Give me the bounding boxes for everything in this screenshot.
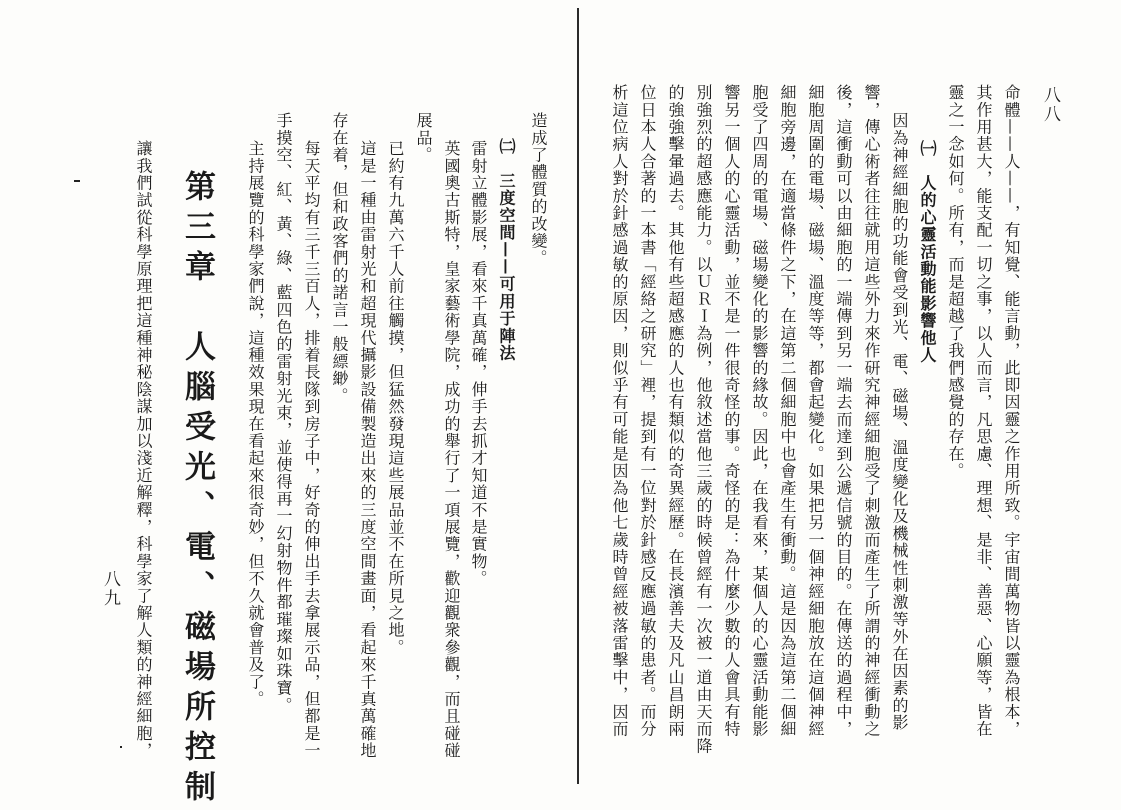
text-column: 析這位病人對於針感過敏的原因，則似乎有可能是因為他七歲時曾經被落雷擊中，因而 (610, 84, 629, 738)
text-column: 響，傳心術者往往就用這些外力來作研究神經細胞受了刺激而產生了所謂的神經衝動之 (862, 84, 881, 738)
right-page (580, 0, 1121, 792)
text-column: 這是一種由雷射光和超現代攝影設備製造出來的三度空間畫面，看起來千真萬確地 (358, 140, 377, 760)
text-column: 其作用甚大，能支配一切之事，以人而言，凡思慮、理想、是非、善惡、心願等，皆在 (974, 84, 993, 738)
text-column: 每天平均有三千三百人，排着長隊到房子中，好奇的伸出手去拿展示品，但都是一 (302, 140, 321, 760)
scan-mark (120, 746, 122, 748)
text-column: 因為神經細胞的功能會受到光、電、磁場、溫度變化及機械性刺激等外在因素的影 (890, 112, 909, 732)
text-column: 位日本人合著的一本書「經絡之研究」裡，提到有一位對於針感反應過敏的患者。而分 (638, 84, 657, 738)
text-column: 已約有九萬六千人前往觸摸，但猛然發現這些展品並不在所見之地。 (386, 140, 405, 656)
text-column: 造成了體質的改變。 (529, 112, 548, 267)
chapter-title: 第三章 人腦受光、電、磁場所控制 (179, 170, 215, 810)
text-column: 存在着，但和政客們的諾言一般縹緲。 (330, 112, 349, 405)
text-column: 主持展覽的科學家們說，這種效果現在看起來很奇妙，但不久就會普及了。 (246, 140, 265, 708)
text-column: 胞受了四周的電場、磁場變化的影響的緣故。因此，在我看來，某個人的心靈活動能影 (750, 84, 769, 738)
text-column: 英國奧古斯特，皇家藝術學院，成功的舉行了一項展覽，歡迎觀衆參觀，而且碰碰 (442, 140, 461, 760)
text-column: 靈之一念如何。所有，而是超越了我們感覺的存在。 (946, 84, 965, 480)
text-column: 手摸空、紅、黃、綠、藍四色的雷射光束，並使得再一幻射物件都璀璨如珠寶。 (274, 112, 293, 714)
page-number: 八九 (100, 570, 120, 608)
section-heading: ㈠ 人的心靈活動能影響他人 (918, 140, 937, 364)
book-gutter (577, 8, 579, 784)
page-number: 八八 (1040, 86, 1060, 124)
text-column: 細胞周圍的電場、磁場、溫度等等，都會起變化。如果把另一個神經細胞放在這個神經 (806, 84, 825, 738)
text-column: 雷射立體影展，看來千真萬確，伸手去抓才知道不是實物。 (469, 140, 488, 588)
text-column: 的強強擊暈過去。其他有些超感應的人也有類似的奇異經歷。在長濱善夫及凡山昌朗兩 (666, 84, 685, 738)
text-column: 別強烈的超感應能力。以ＵＲＩ為例，他敘述當他三歲的時候曾經有一次被一道由天而降 (694, 84, 713, 755)
text-column: 讓我們試從科學原理把這種神秘陰謀加以淺近解釋，科學家了解人類的神經細胞， (134, 140, 153, 760)
text-column: 細胞旁邊，在適當條件之下，在這第二個細胞中也會產生有衝動。這是因為這第二個細 (778, 84, 797, 738)
text-column: 命體——人——，有知覺、能言動，此即因靈之作用所致。宇宙間萬物皆以靈為根本， (1002, 84, 1021, 738)
text-column: 後，這衝動可以由細胞的一端傳到另一端去而達到公遞信號的目的。在傳送的過程中， (834, 84, 853, 738)
text-column: 展品。 (414, 112, 433, 164)
text-column: 響另一個人的心靈活動，並不是一件很奇怪的事。奇怪的是：為什麼少數的人會具有特 (722, 84, 741, 738)
section-heading: ㈡ 三度空間——可用于陣法 (497, 138, 516, 362)
scan-mark (74, 180, 80, 182)
